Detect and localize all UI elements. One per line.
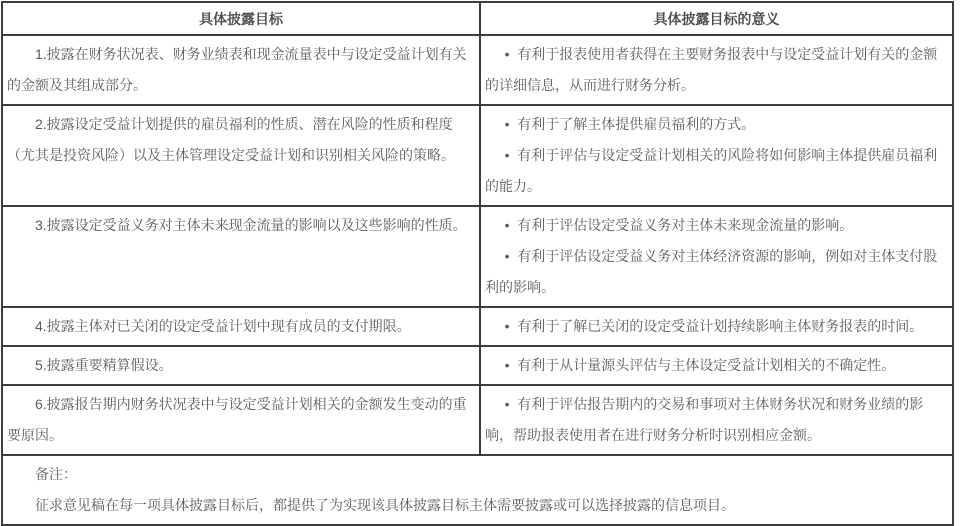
objective-text: 2.披露设定受益计划提供的雇员福利的性质、潜在风险的性质和程度（尤其是投资风险）以及主体管理设定受益计划和识别相关风险的策略。 [7,116,455,163]
table-row [2,307,953,346]
table-row [2,35,953,105]
meaning-cell [480,346,953,385]
column-header-objective: 具体披露目标 [2,2,480,35]
meaning-cell [480,307,953,346]
objective-text: 6.披露报告期内财务状况表中与设定受益计划相关的金额发生变动的重要原因。 [7,396,467,443]
note-text: 征求意见稿在每一项具体披露目标后，都提供了为实现该具体披露目标主体需要披露或可以选择披露的信息项目。 [35,497,735,513]
objective-text: 1.披露在财务状况表、财务业绩表和现金流量表中与设定受益计划有关的金额及其组成部分。 [7,46,467,93]
meaning-bullet-item: • 有利于评估报告期内的交易和事项对主体财务状况和财务业绩的影响，帮助报表使用者在进行财务分析时识别相应金额。 [485,396,924,443]
meaning-bullet-item: • 有利于了解已关闭的设定受益计划持续影响主体财务报表的时间。 [504,318,924,334]
meaning-cell [480,206,953,307]
meaning-bullet-item: • 有利于评估与设定受益计划相关的风险将如何影响主体提供雇员福利的能力。 [485,147,938,194]
table-row [2,385,953,455]
meaning-cell [480,105,953,206]
meaning-bullet-item: • 有利于了解主体提供雇员福利的方式。 [504,116,756,132]
objective-cell [2,35,480,105]
table-row [2,206,953,307]
objective-text: 5.披露重要精算假设。 [35,357,173,373]
objective-cell [2,346,480,385]
meaning-cell [480,35,953,105]
objective-cell [2,206,480,307]
meaning-bullet-item: • 有利于评估设定受益义务对主体经济资源的影响，例如对主体支付股利的影响。 [485,248,938,295]
objective-cell [2,307,480,346]
note-cell [2,455,953,525]
header-row [2,2,953,35]
meaning-cell [480,385,953,455]
note-row [2,455,953,525]
meaning-bullet-item: • 有利于从计量源头评估与主体设定受益计划相关的不确定性。 [504,357,896,373]
objective-text: 3.披露设定受益义务对主体未来现金流量的影响以及这些影响的性质。 [35,217,467,233]
objective-text: 4.披露主体对已关闭的设定受益计划中现有成员的支付期限。 [35,318,411,334]
meaning-bullet-item: • 有利于评估设定受益义务对主体未来现金流量的影响。 [504,217,854,233]
meaning-bullet-item: • 有利于报表使用者获得在主要财务报表中与设定受益计划有关的金额的详细信息，从而进行财务分析。 [485,46,938,93]
objective-cell [2,105,480,206]
table-row [2,105,953,206]
table-body [2,35,953,455]
objective-cell [2,385,480,455]
note-label: 备注： [35,466,77,482]
disclosure-objectives-table [1,1,954,526]
column-header-meaning: 具体披露目标的意义 [480,2,953,35]
table-row [2,346,953,385]
